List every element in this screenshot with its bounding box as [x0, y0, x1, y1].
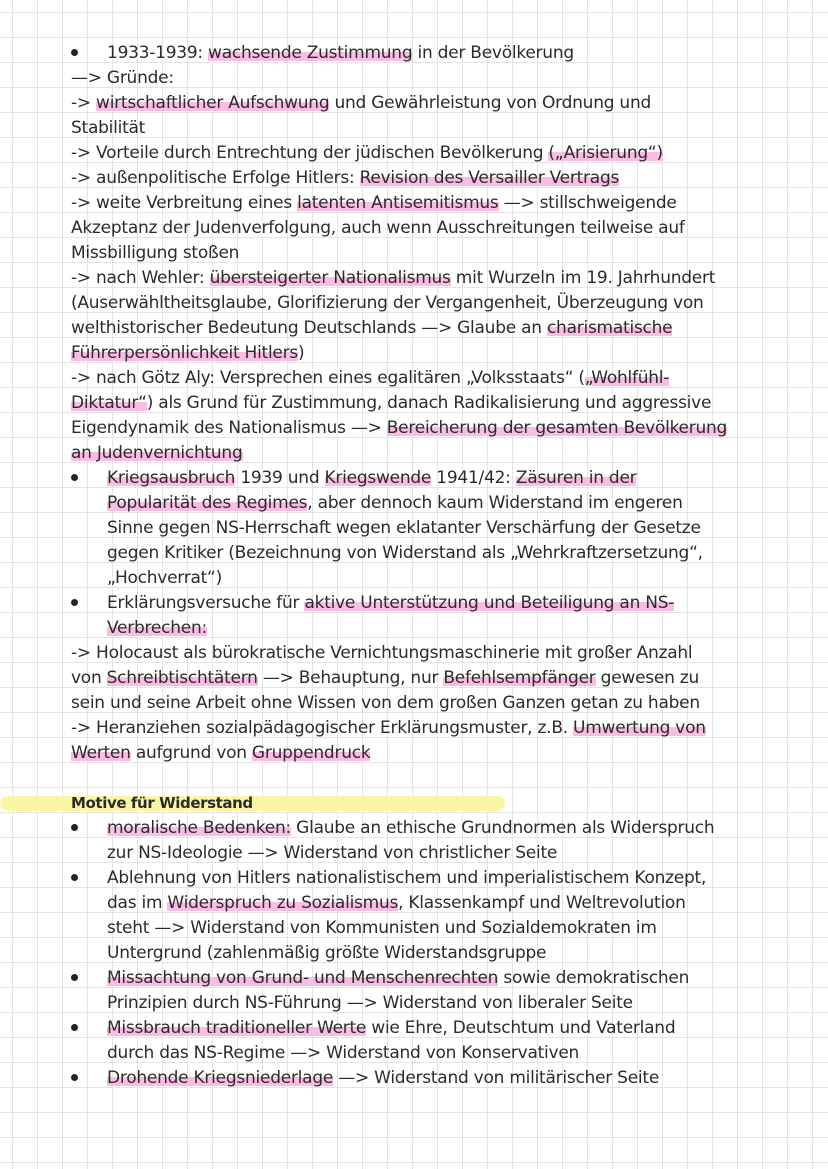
text-line: [71, 716, 761, 741]
text-segment: aufgrund von: [130, 743, 252, 763]
bullet-dot-icon: [71, 474, 78, 481]
bullet-dot-icon: [71, 1024, 78, 1031]
text-segment: in der Bevölkerung: [412, 43, 574, 63]
text-segment: von: [71, 668, 107, 688]
text-segment: —> Gründe:: [71, 68, 174, 88]
text-segment: -> Holocaust als bürokratische Vernichtungsmaschinerie mit großer Anzahl: [71, 643, 693, 663]
text-line: [71, 916, 761, 941]
text-segment: sein und seine Arbeit ohne Wissen von dem großen Ganzen getan zu haben: [71, 693, 700, 713]
text-segment: —> stillschweigende: [498, 193, 677, 213]
text-segment: zur NS-Ideologie —> Widerstand von christlicher Seite: [107, 843, 558, 863]
highlighted-text: Gruppendruck: [251, 743, 371, 763]
highlighted-text: Umwertung von: [573, 718, 706, 738]
text-line: [71, 291, 761, 316]
text-segment: Glaube an ethische Grundnormen als Widerspruch: [291, 818, 715, 838]
bullet-dot-icon: [71, 874, 78, 881]
text-segment: steht —> Widerstand von Kommunisten und Sozialdemokraten im: [107, 918, 657, 938]
text-line: [71, 191, 761, 216]
text-segment: welthistorischer Bedeutung Deutschlands —> Glaube an: [71, 318, 547, 338]
text-line: [71, 216, 761, 241]
highlighted-text: Führerpersönlichkeit Hitlers: [71, 343, 298, 363]
highlighted-text: Missachtung von Grund- und Menschenrechten: [107, 968, 499, 988]
text-segment: ->: [71, 93, 97, 113]
text-segment: Sinne gegen NS-Herrschaft wegen eklatanter Verschärfung der Gesetze: [107, 518, 701, 538]
text-segment: , aber dennoch kaum Widerstand im engeren: [307, 493, 683, 513]
text-segment: wie Ehre, Deutschtum und Vaterland: [366, 1018, 676, 1038]
text-line: [71, 266, 761, 291]
text-segment: gegen Kritiker (Bezeichnung von Widerstand als „Wehrkraftzersetzung“,: [107, 543, 703, 563]
highlighted-text: Kriegswende: [324, 468, 432, 488]
text-segment: mit Wurzeln im 19. Jahrhundert: [450, 268, 716, 288]
bullet-item: [71, 816, 761, 841]
text-segment: Eigendynamik des Nationalismus —>: [71, 418, 387, 438]
text-line: [71, 616, 761, 641]
highlighted-text: Schreibtischtätern: [106, 668, 258, 688]
text-line: [71, 566, 761, 591]
bullet-dot-icon: [71, 824, 78, 831]
bullet-dot-icon: [71, 1074, 78, 1081]
bullet-item: [71, 866, 761, 891]
highlighted-text: übersteigerter Nationalismus: [209, 268, 451, 288]
text-line: [71, 391, 761, 416]
text-segment: -> nach Götz Aly: Versprechen eines egalitären „Volksstaats“ (: [71, 368, 585, 388]
text-line: [71, 691, 761, 716]
text-line: [71, 441, 761, 466]
text-segment: —> Behauptung, nur: [257, 668, 444, 688]
text-line: [71, 166, 761, 191]
blank-line: [71, 766, 761, 791]
text-segment: (Auserwähltheitsglaube, Glorifizierung der Vergangenheit, Überzeugung von: [71, 293, 704, 313]
text-line: [71, 541, 761, 566]
highlighted-text: Befehlsempfänger: [443, 668, 596, 688]
highlighted-text: charismatische: [546, 318, 673, 338]
text-segment: gewesen zu: [595, 668, 699, 688]
highlighted-text: Zäsuren in der: [515, 468, 637, 488]
text-segment: Akzeptanz der Judenverfolgung, auch wenn Ausschreitungen teilweise auf: [71, 218, 685, 238]
highlighted-text: Drohende Kriegsniederlage: [107, 1068, 334, 1088]
text-line: [71, 141, 761, 166]
text-segment: sowie demokratischen: [498, 968, 690, 988]
highlighted-text: Bereicherung der gesamten Bevölkerung: [386, 418, 728, 438]
text-segment: -> Vorteile durch Entrechtung der jüdischen Bevölkerung: [71, 143, 549, 163]
text-line: [71, 516, 761, 541]
text-segment: Missbilligung stoßen: [71, 243, 240, 263]
text-line: [71, 316, 761, 341]
text-segment: —> Widerstand von militärischer Seite: [333, 1068, 660, 1088]
text-line: [71, 941, 761, 966]
text-line: [71, 366, 761, 391]
note-page: [71, 41, 761, 1091]
text-segment: „Hochverrat“): [107, 568, 222, 588]
text-segment: durch das NS-Regime —> Widerstand von Konservativen: [107, 1043, 580, 1063]
text-segment: Erklärungsversuche für: [107, 593, 305, 613]
highlighted-text: Widerspruch zu Sozialismus: [167, 893, 399, 913]
text-segment: , Klassenkampf und Weltrevolution: [398, 893, 686, 913]
text-segment: Stabilität: [71, 118, 146, 138]
text-line: [71, 66, 761, 91]
text-segment: -> Heranziehen sozialpädagogischer Erklärungsmuster, z.B.: [71, 718, 574, 738]
highlighted-text: Verbrechen:: [107, 618, 207, 638]
highlighted-text: Diktatur“: [71, 393, 147, 413]
bullet-item: [71, 466, 761, 491]
highlighted-text: „Wohlfühl-: [584, 368, 670, 388]
text-segment: -> weite Verbreitung eines: [71, 193, 298, 213]
text-line: [71, 341, 761, 366]
text-segment: 1933-1939:: [107, 43, 209, 63]
text-segment: Prinzipien durch NS-Führung —> Widerstand von liberaler Seite: [107, 993, 633, 1013]
text-line: [71, 891, 761, 916]
section-heading: [71, 791, 761, 816]
bullet-item: [71, 1016, 761, 1041]
text-line: [71, 241, 761, 266]
text-segment: ): [298, 343, 305, 363]
highlighted-text: Kriegsausbruch: [107, 468, 236, 488]
text-line: [71, 91, 761, 116]
highlighted-text: Missbrauch traditioneller Werte: [107, 1018, 367, 1038]
text-segment: ) als Grund für Zustimmung, danach Radikalisierung und aggressive: [146, 393, 712, 413]
bullet-dot-icon: [71, 974, 78, 981]
text-line: [71, 741, 761, 766]
text-line: [71, 491, 761, 516]
text-segment: Ablehnung von Hitlers nationalistischem und imperialistischem Konzept,: [107, 868, 707, 888]
highlighted-text: an Judenvernichtung: [71, 443, 243, 463]
text-line: [71, 1041, 761, 1066]
highlighted-text: Werten: [71, 743, 131, 763]
highlighted-text: Popularität des Regimes: [107, 493, 308, 513]
text-segment: und Gewährleistung von Ordnung und: [329, 93, 652, 113]
text-segment: das im: [107, 893, 168, 913]
bullet-item: [71, 591, 761, 616]
text-line: [71, 641, 761, 666]
highlighted-text: („Arisierung“): [548, 143, 663, 163]
bullet-item: [71, 1066, 761, 1091]
text-segment: Motive für Widerstand: [71, 794, 253, 812]
highlighted-text: Revision des Versailler Vertrags: [359, 168, 620, 188]
text-line: [71, 116, 761, 141]
text-line: [71, 666, 761, 691]
text-segment: Untergrund (zahlenmäßig größte Widerstandsgruppe: [107, 943, 547, 963]
bullet-dot-icon: [71, 599, 78, 606]
text-segment: -> außenpolitische Erfolge Hitlers:: [71, 168, 360, 188]
text-line: [71, 991, 761, 1016]
text-line: [71, 416, 761, 441]
text-line: [71, 841, 761, 866]
highlighted-text: wirtschaftlicher Aufschwung: [96, 93, 330, 113]
text-segment: 1939 und: [235, 468, 325, 488]
bullet-dot-icon: [71, 49, 78, 56]
bullet-item: [71, 966, 761, 991]
highlighted-text: aktive Unterstützung und Beteiligung an NS-: [304, 593, 675, 613]
highlighted-text: wachsende Zustimmung: [208, 43, 413, 63]
highlighted-text: latenten Antisemitismus: [297, 193, 499, 213]
highlighted-text: moralische Bedenken:: [107, 818, 292, 838]
text-segment: -> nach Wehler:: [71, 268, 210, 288]
bullet-item: [71, 41, 761, 66]
text-segment: 1941/42:: [431, 468, 516, 488]
